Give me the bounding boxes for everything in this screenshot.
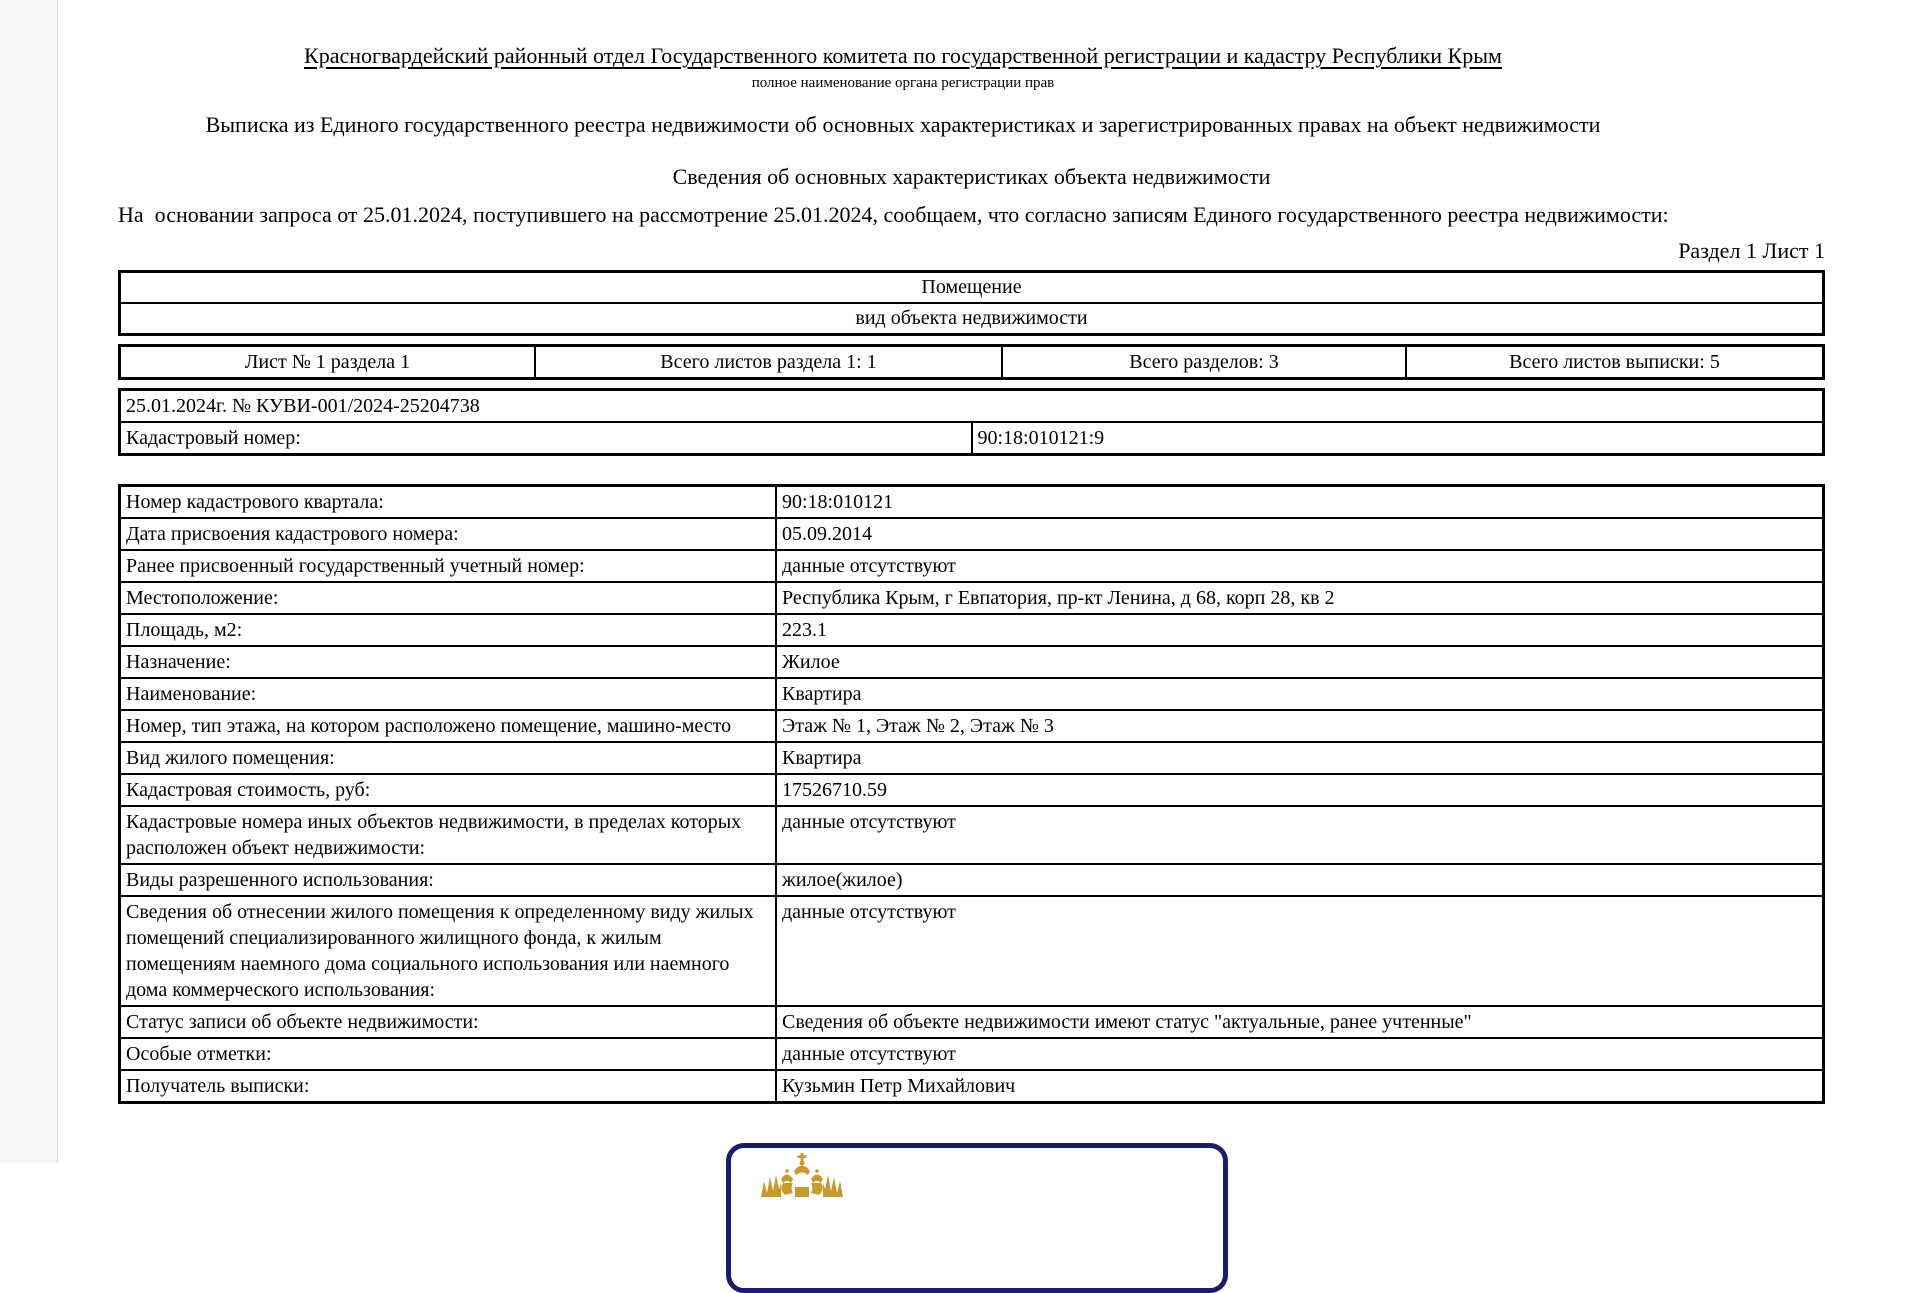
detail-label-cell: Кадастровые номера иных объектов недвижимости, в пределах которых расположен объект недвижимости: <box>120 806 777 864</box>
detail-label-cell: Кадастровая стоимость, руб: <box>120 774 777 806</box>
detail-value-cell: данные отсутствуют <box>776 806 1824 864</box>
total-sheets-section-cell: Всего листов раздела 1: 1 <box>535 346 1002 379</box>
request-basis-line: На основании запроса от 25.01.2024, поступившего на рассмотрение 25.01.2024, сообщаем, что согласно записям Единого государственного реестра недвижимости: <box>118 202 1669 227</box>
detail-value-cell: 223.1 <box>776 614 1824 646</box>
table-row <box>120 582 1824 614</box>
object-type-cell: Помещение <box>120 272 1824 304</box>
table-row <box>120 346 1824 379</box>
detail-value-cell: Кузьмин Петр Михайлович <box>776 1070 1824 1103</box>
detail-value-cell: 17526710.59 <box>776 774 1824 806</box>
detail-label-cell: Ранее присвоенный государственный учетный номер: <box>120 550 777 582</box>
detail-value-cell: данные отсутствуют <box>776 550 1824 582</box>
registration-authority-caption: полное наименование органа регистрации прав <box>751 75 1055 91</box>
sheets-summary-table <box>118 344 1825 380</box>
table-row <box>120 710 1824 742</box>
cadastral-number-label-cell: Кадастровый номер: <box>120 422 972 455</box>
detail-value-cell: Квартира <box>776 742 1824 774</box>
detail-value-cell: данные отсутствуют <box>776 1038 1824 1070</box>
detail-label-cell: Номер, тип этажа, на котором расположено помещение, машино-место <box>120 710 777 742</box>
table-row <box>120 896 1824 1006</box>
detail-value-cell: Сведения об объекте недвижимости имеют статус "актуальные, ранее учтенные" <box>776 1006 1824 1038</box>
table-row <box>120 422 1824 455</box>
detail-label-cell: Наименование: <box>120 678 777 710</box>
table-row <box>120 303 1824 335</box>
document-header <box>118 42 1688 138</box>
coat-of-arms-icon <box>757 1153 847 1197</box>
table-row <box>120 864 1824 896</box>
detail-label-cell: Номер кадастрового квартала: <box>120 486 777 519</box>
table-row <box>120 806 1824 864</box>
detail-value-cell: жилое(жилое) <box>776 864 1824 896</box>
page-left-gutter <box>0 0 58 1163</box>
sheet-number-cell: Лист № 1 раздела 1 <box>120 346 536 379</box>
object-type-caption-cell: вид объекта недвижимости <box>120 303 1824 335</box>
detail-value-cell: Этаж № 1, Этаж № 2, Этаж № 3 <box>776 710 1824 742</box>
detail-label-cell: Получатель выписки: <box>120 1070 777 1103</box>
table-row <box>120 390 1824 423</box>
detail-label-cell: Сведения об отнесении жилого помещения к определенному виду жилых помещений специализированного жилищного фонда, к жилым помещениям наемного дома социального использования или наемного дома коммерческого использования: <box>120 896 777 1006</box>
detail-label-cell: Назначение: <box>120 646 777 678</box>
detail-label-cell: Особые отметки: <box>120 1038 777 1070</box>
table-row <box>120 678 1824 710</box>
cadastral-number-value-cell: 90:18:010121:9 <box>972 422 1824 455</box>
request-number-table <box>118 388 1825 456</box>
detail-label-cell: Дата присвоения кадастрового номера: <box>120 518 777 550</box>
object-details-table <box>118 484 1825 1104</box>
table-row <box>120 1070 1824 1103</box>
table-row <box>120 486 1824 519</box>
registration-authority-name: Красногвардейский районный отдел Государственного комитета по государственной регистрации и кадастру Республики Крым <box>304 43 1502 68</box>
detail-value-cell: Квартира <box>776 678 1824 710</box>
extract-title: Выписка из Единого государственного реестра недвижимости об основных характеристиках и зарегистрированных правах на объект недвижимости <box>205 112 1601 137</box>
detail-value-cell: 05.09.2014 <box>776 518 1824 550</box>
total-sections-cell: Всего разделов: 3 <box>1002 346 1406 379</box>
detail-label-cell: Статус записи об объекте недвижимости: <box>120 1006 777 1038</box>
table-row <box>120 742 1824 774</box>
table-row <box>120 1006 1824 1038</box>
table-row <box>120 518 1824 550</box>
detail-value-cell: 90:18:010121 <box>776 486 1824 519</box>
detail-label-cell: Площадь, м2: <box>120 614 777 646</box>
section-title: Сведения об основных характеристиках объекта недвижимости <box>672 164 1271 189</box>
object-type-table <box>118 270 1825 336</box>
table-row <box>120 614 1824 646</box>
detail-label-cell: Вид жилого помещения: <box>120 742 777 774</box>
total-sheets-extract-cell: Всего листов выписки: 5 <box>1406 346 1824 379</box>
table-row <box>120 550 1824 582</box>
request-date-number-cell: 25.01.2024г. № КУВИ-001/2024-25204738 <box>120 390 1824 423</box>
detail-value-cell: данные отсутствуют <box>776 896 1824 1006</box>
table-row <box>120 646 1824 678</box>
section-sheet-label: Раздел 1 Лист 1 <box>1678 238 1825 263</box>
table-row <box>120 272 1824 304</box>
detail-label-cell: Местоположение: <box>120 582 777 614</box>
detail-value-cell: Республика Крым, г Евпатория, пр-кт Ленина, д 68, корп 28, кв 2 <box>776 582 1824 614</box>
document-page <box>118 0 1825 1104</box>
table-row <box>120 1038 1824 1070</box>
table-row <box>120 774 1824 806</box>
detail-value-cell: Жилое <box>776 646 1824 678</box>
registrar-stamp-box <box>726 1143 1228 1293</box>
detail-label-cell: Виды разрешенного использования: <box>120 864 777 896</box>
